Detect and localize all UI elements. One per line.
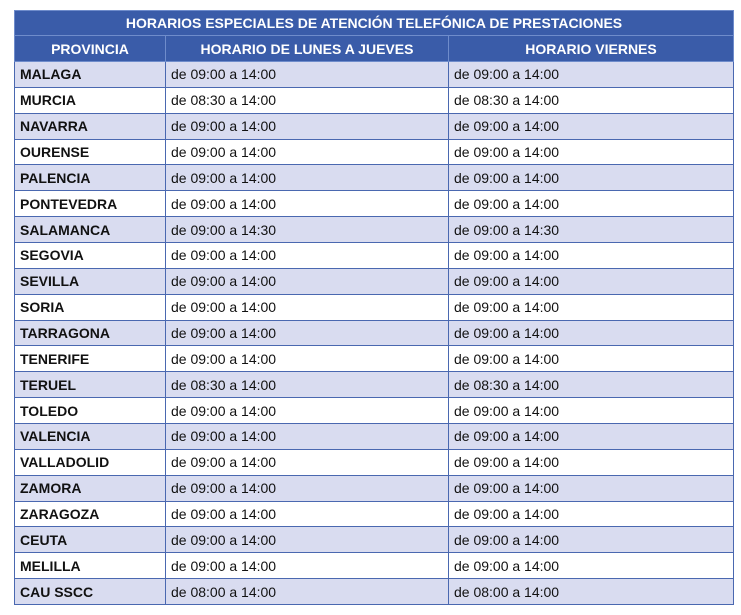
provincia-cell: VALENCIA [15, 424, 166, 450]
table-row [15, 449, 734, 475]
provincia-cell: CEUTA [15, 527, 166, 553]
table-row [15, 424, 734, 450]
horario-lunes-jueves-cell: de 09:00 a 14:00 [166, 449, 449, 475]
horario-viernes-cell: de 09:00 a 14:00 [449, 346, 734, 372]
horario-viernes-cell: de 09:00 a 14:00 [449, 553, 734, 579]
horario-lunes-jueves-cell: de 09:00 a 14:00 [166, 398, 449, 424]
table-row [15, 217, 734, 243]
provincia-cell: SALAMANCA [15, 217, 166, 243]
horario-viernes-cell: de 08:30 a 14:00 [449, 372, 734, 398]
table-row [15, 372, 734, 398]
horario-lunes-jueves-cell: de 09:00 a 14:00 [166, 139, 449, 165]
table-row [15, 553, 734, 579]
table-title: HORARIOS ESPECIALES DE ATENCIÓN TELEFÓNICA DE PRESTACIONES [15, 11, 734, 36]
table-title-row [15, 11, 734, 36]
provincia-cell: SORIA [15, 294, 166, 320]
provincia-cell: TERUEL [15, 372, 166, 398]
horario-lunes-jueves-cell: de 09:00 a 14:00 [166, 243, 449, 269]
horario-viernes-cell: de 09:00 a 14:00 [449, 320, 734, 346]
horario-lunes-jueves-cell: de 09:00 a 14:00 [166, 320, 449, 346]
table-row [15, 294, 734, 320]
table-row [15, 475, 734, 501]
table-header-row [15, 36, 734, 62]
provincia-cell: CAU SSCC [15, 579, 166, 605]
horario-lunes-jueves-cell: de 09:00 a 14:00 [166, 527, 449, 553]
table-row [15, 579, 734, 605]
horario-viernes-cell: de 09:00 a 14:00 [449, 527, 734, 553]
table-row [15, 268, 734, 294]
horario-viernes-cell: de 09:00 a 14:00 [449, 501, 734, 527]
horario-lunes-jueves-cell: de 09:00 a 14:00 [166, 424, 449, 450]
table-row [15, 346, 734, 372]
horario-lunes-jueves-cell: de 09:00 a 14:00 [166, 62, 449, 88]
provincia-cell: NAVARRA [15, 113, 166, 139]
horario-lunes-jueves-cell: de 09:00 a 14:00 [166, 294, 449, 320]
table-row [15, 113, 734, 139]
table-body [15, 62, 734, 605]
provincia-cell: ZAMORA [15, 475, 166, 501]
header-provincia: PROVINCIA [15, 36, 166, 62]
table-row [15, 398, 734, 424]
horario-viernes-cell: de 09:00 a 14:00 [449, 398, 734, 424]
horario-viernes-cell: de 09:00 a 14:00 [449, 294, 734, 320]
provincia-cell: VALLADOLID [15, 449, 166, 475]
horario-lunes-jueves-cell: de 09:00 a 14:00 [166, 501, 449, 527]
provincia-cell: TARRAGONA [15, 320, 166, 346]
provincia-cell: MALAGA [15, 62, 166, 88]
table-row [15, 139, 734, 165]
table-row [15, 501, 734, 527]
horario-viernes-cell: de 08:30 a 14:00 [449, 87, 734, 113]
header-lunes-jueves: HORARIO DE LUNES A JUEVES [166, 36, 449, 62]
provincia-cell: TENERIFE [15, 346, 166, 372]
horario-lunes-jueves-cell: de 08:30 a 14:00 [166, 372, 449, 398]
schedule-table [14, 10, 734, 605]
horario-lunes-jueves-cell: de 09:00 a 14:00 [166, 475, 449, 501]
provincia-cell: ZARAGOZA [15, 501, 166, 527]
provincia-cell: PALENCIA [15, 165, 166, 191]
horario-lunes-jueves-cell: de 09:00 a 14:30 [166, 217, 449, 243]
horario-viernes-cell: de 09:00 a 14:00 [449, 62, 734, 88]
horario-viernes-cell: de 09:00 a 14:00 [449, 113, 734, 139]
horario-lunes-jueves-cell: de 08:00 a 14:00 [166, 579, 449, 605]
horario-lunes-jueves-cell: de 09:00 a 14:00 [166, 191, 449, 217]
table-row [15, 527, 734, 553]
horario-viernes-cell: de 09:00 a 14:00 [449, 268, 734, 294]
horario-viernes-cell: de 09:00 a 14:00 [449, 424, 734, 450]
provincia-cell: TOLEDO [15, 398, 166, 424]
table-row [15, 165, 734, 191]
provincia-cell: MELILLA [15, 553, 166, 579]
header-viernes: HORARIO VIERNES [449, 36, 734, 62]
table-row [15, 191, 734, 217]
horario-lunes-jueves-cell: de 09:00 a 14:00 [166, 553, 449, 579]
table-row [15, 243, 734, 269]
provincia-cell: SEVILLA [15, 268, 166, 294]
horario-lunes-jueves-cell: de 09:00 a 14:00 [166, 346, 449, 372]
provincia-cell: PONTEVEDRA [15, 191, 166, 217]
horario-lunes-jueves-cell: de 09:00 a 14:00 [166, 165, 449, 191]
provincia-cell: SEGOVIA [15, 243, 166, 269]
horario-lunes-jueves-cell: de 08:30 a 14:00 [166, 87, 449, 113]
horario-lunes-jueves-cell: de 09:00 a 14:00 [166, 268, 449, 294]
provincia-cell: MURCIA [15, 87, 166, 113]
provincia-cell: OURENSE [15, 139, 166, 165]
horario-viernes-cell: de 09:00 a 14:00 [449, 165, 734, 191]
horario-viernes-cell: de 09:00 a 14:30 [449, 217, 734, 243]
horario-viernes-cell: de 09:00 a 14:00 [449, 139, 734, 165]
table-row [15, 320, 734, 346]
horario-viernes-cell: de 08:00 a 14:00 [449, 579, 734, 605]
table-row [15, 87, 734, 113]
horario-viernes-cell: de 09:00 a 14:00 [449, 243, 734, 269]
horario-viernes-cell: de 09:00 a 14:00 [449, 191, 734, 217]
horario-lunes-jueves-cell: de 09:00 a 14:00 [166, 113, 449, 139]
table-row [15, 62, 734, 88]
horario-viernes-cell: de 09:00 a 14:00 [449, 449, 734, 475]
horario-viernes-cell: de 09:00 a 14:00 [449, 475, 734, 501]
